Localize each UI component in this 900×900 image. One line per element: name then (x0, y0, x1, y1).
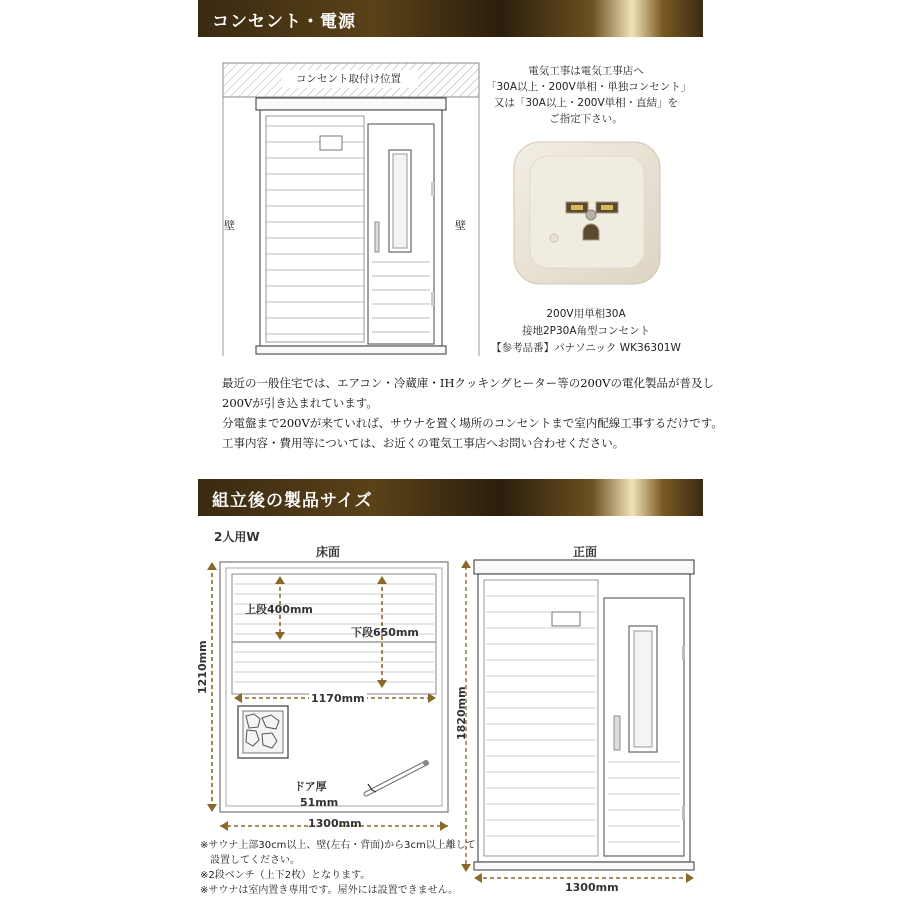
front-view-diagram (460, 556, 710, 886)
note-line: ※サウナ上部30cm以上、壁(左右・背面)から3cm以上離して (200, 840, 476, 851)
paragraph-line: 分電盤まで200Vが来ていれば、サウナを置く場所のコンセントまで室内配線工事するだけです。 (222, 416, 723, 430)
upper-bench-depth-label: 上段400mm (245, 603, 313, 616)
outlet-position-diagram (222, 62, 480, 358)
instruction-line: 又は「30A以上・200V単相・直結」を (493, 97, 679, 109)
door-thickness-value: 51mm (300, 796, 339, 809)
floor-plan-title: 床面 (316, 545, 341, 559)
note-line: 設置してください。 (200, 855, 300, 866)
model-label: 2人用W (214, 530, 260, 544)
wall-label-right: 壁 (455, 219, 466, 232)
paragraph-line: 200Vが引き込まれています。 (222, 396, 378, 410)
door-thickness-title: ドア厚 (294, 780, 327, 793)
instruction-line: 「30A以上・200V単相・単独コンセント」 (486, 81, 692, 93)
electrical-instructions (486, 63, 692, 127)
outlet-position-label: コンセント取付け位置 (296, 73, 401, 85)
section-title: 組立後の製品サイズ (212, 491, 373, 511)
floor-depth-label: 1210mm (196, 640, 209, 694)
product-line: 接地2P30A角型コンセント (521, 325, 651, 337)
installation-notes (200, 838, 476, 898)
section-banner-size (198, 479, 703, 516)
paragraph-line: 最近の一般住宅では、エアコン・冷蔵庫・IHクッキングヒーター等の200Vの電化製品が普及し (222, 376, 714, 390)
section-title: コンセント・電源 (212, 12, 356, 32)
front-width-label: 1300mm (562, 881, 622, 894)
note-line: ※2段ベンチ（上下2枚）となります。 (200, 870, 371, 881)
outlet-image (512, 140, 662, 286)
power-explanation-paragraph (222, 373, 723, 453)
height-label: 1820mm (455, 686, 468, 740)
instruction-line: ご指定下さい。 (549, 113, 623, 125)
instruction-line: 電気工事は電気工事店へ (528, 65, 644, 77)
product-line: 200V用単相30A (546, 308, 626, 320)
lower-bench-depth-label: 下段650mm (351, 626, 419, 639)
bench-width-label: 1170mm (311, 692, 365, 705)
product-line: 【参考品番】パナソニック WK36301W (491, 342, 681, 354)
paragraph-line: 工事内容・費用等については、お近くの電気工事店へお問い合わせください。 (222, 436, 625, 450)
note-line: ※サウナは室内置き専用です。屋外には設置できません。 (200, 885, 459, 896)
section-banner-power (198, 0, 703, 37)
floor-width-label: 1300mm (308, 817, 362, 830)
outlet-product-info (486, 306, 686, 357)
front-view-title: 正面 (573, 545, 598, 559)
wall-label-left: 壁 (224, 219, 235, 232)
